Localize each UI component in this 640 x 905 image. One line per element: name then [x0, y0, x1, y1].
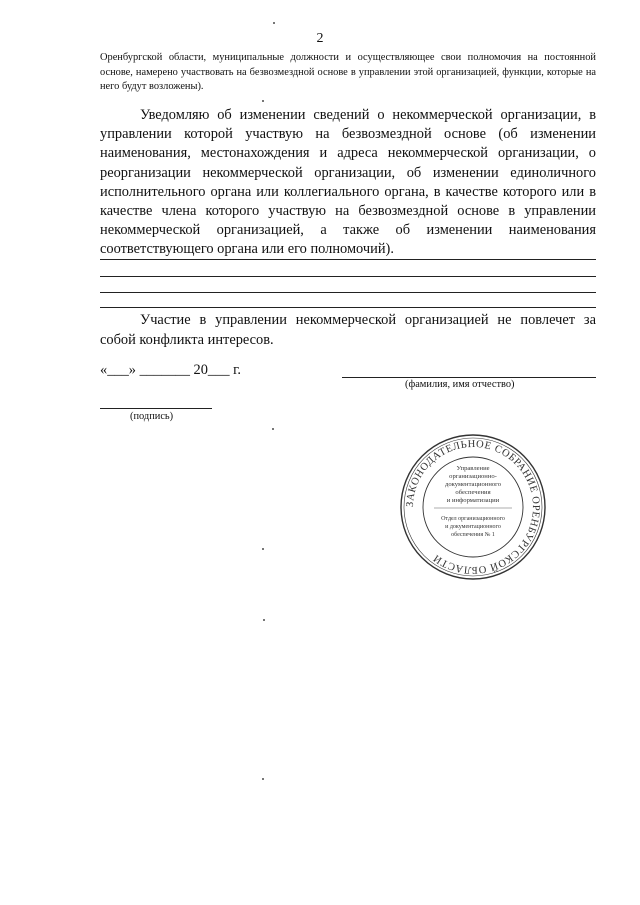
date-field: «___» _______ 20___ г.: [100, 362, 241, 378]
notice-paragraph: Уведомляю об изменении сведений о некоммерческой организации, в управлении которой участвую на безвозмездной основе (об изменении наименования, местонахождения и адреса некоммерческой организации, о реорганизации некоммерческой организации, об изменении единоличного исполнительного органа или коллегиального органа, в качестве которого или в качестве члена которого участвую на безвозмездной основе в управлении некоммерческой организацией, а также об изменении наименования соответствующего органа или его полномочий).: [100, 107, 596, 258]
stamp-inner-line: документационного: [444, 481, 502, 488]
stamp-ring-text: ЗАКОНОДАТЕЛЬНОЕ СОБРАНИЕ ОРЕНБУРГСКОЙ ОБЛАСТИ: [404, 438, 542, 576]
stamp-inner-line: организационно-: [449, 473, 497, 480]
stamp-inner-line: Управление: [456, 465, 490, 472]
blank-line-3: [100, 292, 596, 293]
blank-line-1: [100, 259, 596, 260]
stamp-inner-line: Отдел организационного: [441, 516, 505, 522]
official-stamp: [398, 432, 548, 582]
blank-line-4: [100, 307, 596, 308]
signature-caption: (подпись): [130, 411, 174, 422]
stamp-inner-line: и документационного: [445, 524, 501, 530]
conflict-paragraph: Участие в управлении некоммерческой организацией не повлечет за собой конфликта интересов.: [100, 312, 596, 348]
stamp-inner-line: обеспечения № 1: [451, 532, 495, 538]
top-paragraph: Оренбургской области, муниципальные должности и осуществляющее свои полномочия на постоянной основе, намерено участвовать на безвозмездной основе в управлении этой организацией, функции, которые на него будут возложены).: [100, 52, 596, 92]
page-number: 2: [316, 31, 324, 46]
stamp-inner-line: обеспечения: [455, 489, 491, 496]
stamp-inner-line: и информатизации: [446, 497, 500, 504]
fio-caption: (фамилия, имя отчество): [405, 379, 515, 390]
blank-line-2: [100, 276, 596, 277]
signature-line: [100, 408, 212, 409]
fio-line: [342, 377, 596, 378]
